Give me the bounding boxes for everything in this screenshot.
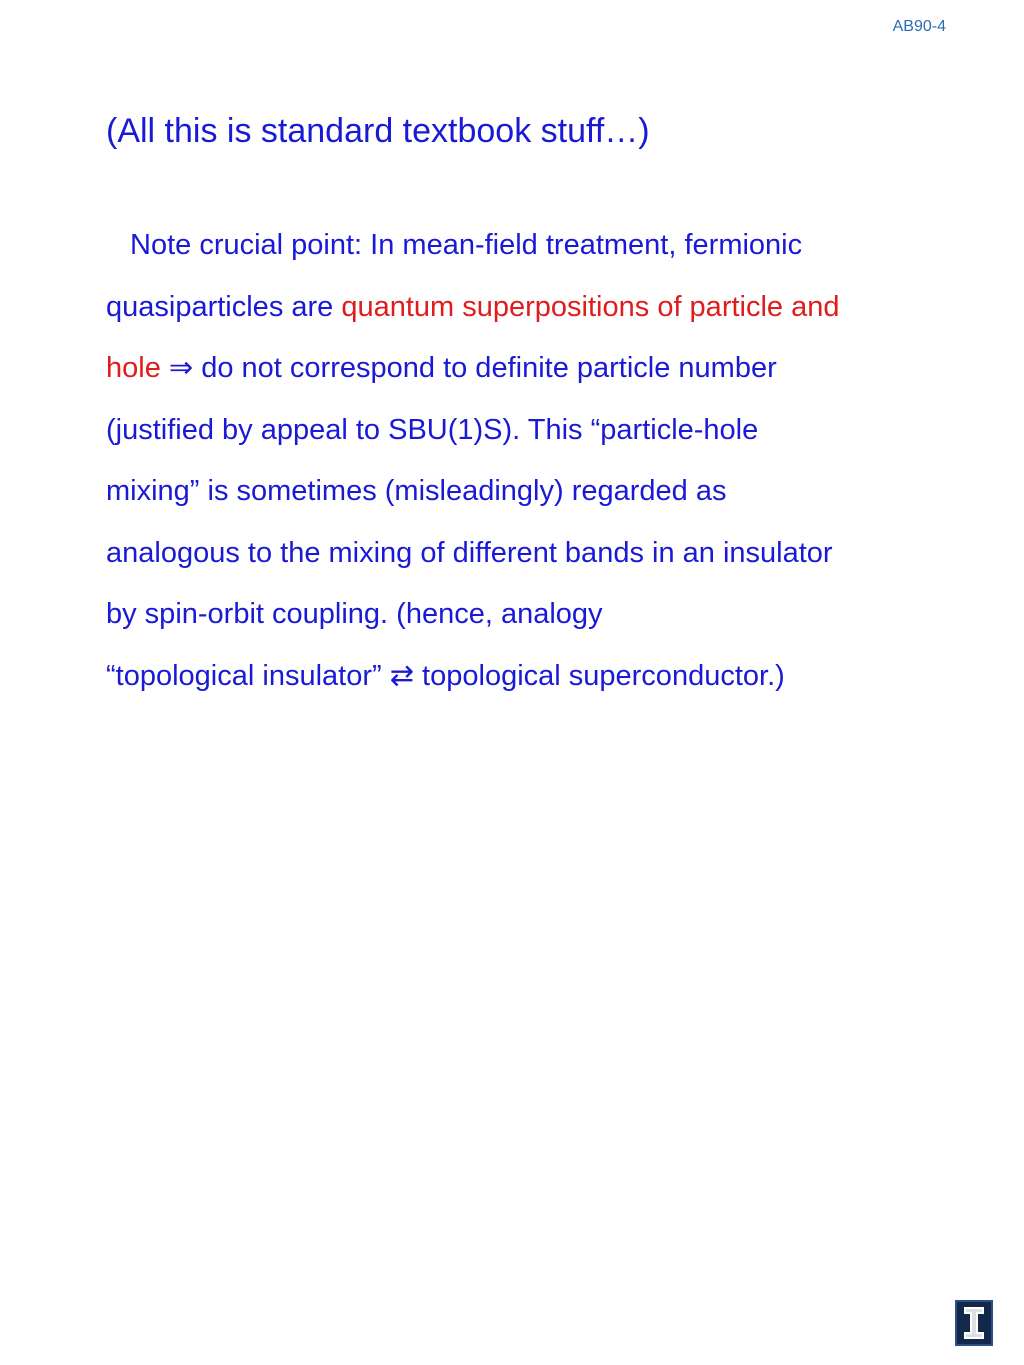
block-i-icon	[957, 1302, 991, 1344]
body-paragraph	[106, 215, 926, 707]
slide-id: AB90-4	[892, 18, 946, 35]
body-line-6: analogous to the mixing of different bands in an insulator	[106, 536, 833, 569]
body-line-2-text: quasiparticles are	[106, 290, 342, 323]
emphasis-text: quantum superpositions of particle and	[341, 290, 840, 323]
body-line-4: (justified by appeal to SBU(1)S). This “particle-hole	[106, 413, 759, 446]
body-line-8: “topological insulator” ⇄ topological superconductor.)	[106, 659, 785, 692]
body-line-7: by spin-orbit coupling. (hence, analogy	[106, 598, 603, 630]
body-line-5: mixing” is sometimes (misleadingly) regarded as	[106, 475, 727, 507]
body-line-1	[106, 215, 926, 277]
page-title: (All this is standard textbook stuff…)	[106, 112, 650, 150]
body-line-2	[106, 277, 926, 339]
body-line-3	[106, 338, 926, 400]
emphasis-text-hole: hole	[106, 352, 161, 384]
body-line-1-text: Note crucial point: In mean-field treatment, fermionic	[130, 229, 803, 261]
body-line-3-text: ⇒ do not correspond to definite particle number	[160, 352, 777, 384]
university-block-i-logo	[955, 1300, 993, 1346]
